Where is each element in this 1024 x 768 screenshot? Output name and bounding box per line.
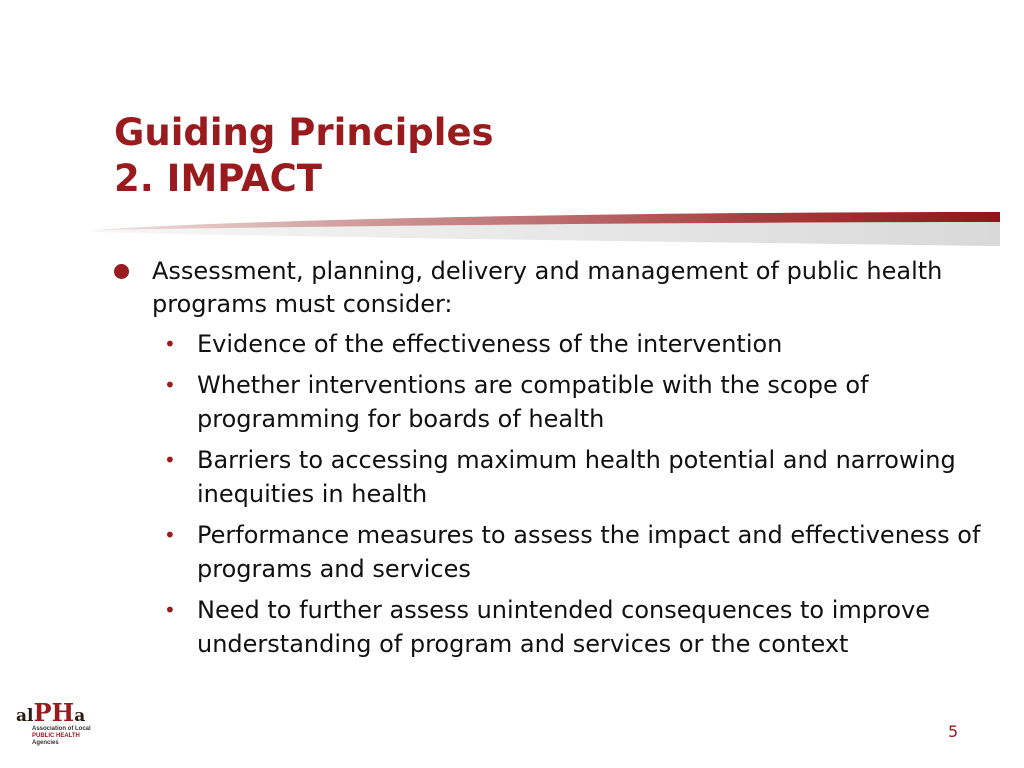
sub-bullet-text: Whether interventions are compatible with the scope of programming for boards of health <box>197 371 869 433</box>
bullet-point-icon: • <box>164 448 176 472</box>
bullet-point-icon: • <box>164 598 176 622</box>
bullet-dot-icon <box>114 264 129 279</box>
sub-bullet-text: Performance measures to assess the impact and effectiveness of programs and services <box>197 521 981 583</box>
sub-bullet-text: Barriers to accessing maximum health potential and narrowing inequities in health <box>197 446 956 508</box>
title-line-2: 2. IMPACT <box>114 157 323 200</box>
sub-bullet <box>112 593 1002 661</box>
logo-al: al <box>16 706 34 726</box>
sub-bullet-text: Evidence of the effectiveness of the intervention <box>197 330 783 358</box>
sub-bullet-list <box>112 327 1002 661</box>
logo-line-2: PUBLIC HEALTH <box>32 733 80 739</box>
sub-bullet <box>112 368 1002 436</box>
logo-line-1: Association of Local <box>32 726 91 732</box>
logo-wordmark <box>16 700 85 729</box>
sub-bullet <box>112 443 1002 511</box>
page-number: 5 <box>948 722 959 741</box>
sub-bullet-text: Need to further assess unintended consequences to improve understanding of program and services or the context <box>197 596 931 658</box>
bullet-point-icon: • <box>164 523 176 547</box>
alpha-logo <box>16 700 108 750</box>
main-bullet <box>112 255 1002 321</box>
logo-a: a <box>74 706 86 726</box>
bullet-point-icon: • <box>164 373 176 397</box>
slide-body <box>112 255 1002 668</box>
sub-bullet <box>112 327 1002 361</box>
title-line-1: Guiding Principles <box>114 111 494 154</box>
title-divider-swoosh <box>92 212 1000 246</box>
logo-subtitle <box>32 726 91 747</box>
sub-bullet <box>112 518 1002 586</box>
slide-title <box>114 110 494 202</box>
logo-line-3: Agencies <box>32 740 59 746</box>
main-bullet-text: Assessment, planning, delivery and management of public health programs must consider: <box>152 257 943 318</box>
bullet-point-icon: • <box>164 332 176 356</box>
logo-ph: PH <box>33 698 75 727</box>
